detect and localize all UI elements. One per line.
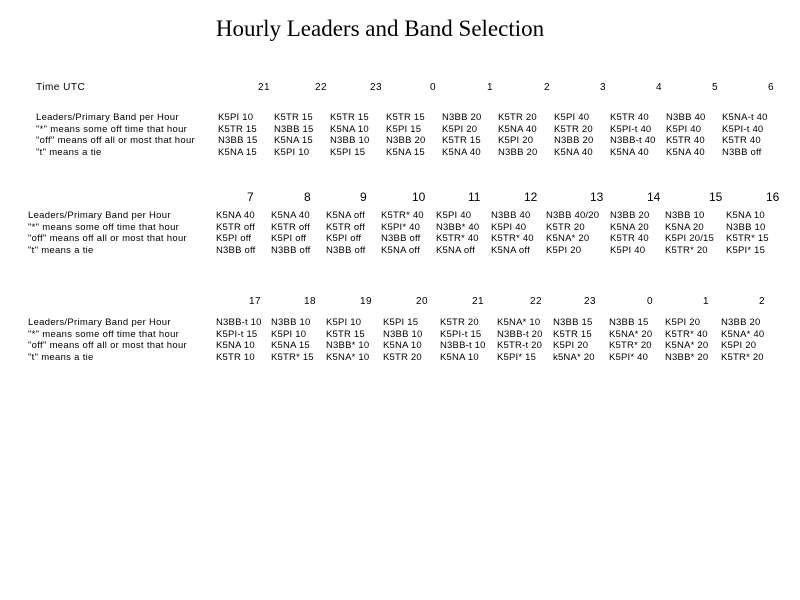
row-label: "*" means some off time that hour — [36, 123, 188, 135]
leader-cell: N3BB 20 — [721, 317, 761, 328]
leader-cell: K5NA 40 — [442, 146, 481, 158]
leader-cell: K5PI off — [326, 233, 362, 244]
hour-header: 8 — [304, 190, 311, 204]
leader-cell: K5PI 20 — [665, 317, 701, 328]
leader-cell: N3BB 10 — [271, 317, 311, 328]
leader-cell: N3BB-t 10 — [440, 340, 486, 351]
leader-cell: K5TR* 20 — [609, 340, 652, 351]
leader-cell: K5PI 40 — [491, 221, 527, 233]
hour-header: 23 — [584, 296, 597, 307]
leader-cell: K5NA 40 — [498, 123, 537, 135]
leader-cell: N3BB 20 — [554, 135, 594, 146]
leader-cell: K5NA* 40 — [721, 328, 765, 340]
row-label: Leaders/Primary Band per Hour — [36, 112, 179, 123]
leader-cell: N3BB* 40 — [436, 221, 480, 233]
leader-cell: K5NA 15 — [386, 146, 425, 158]
hour-header: 13 — [590, 190, 604, 204]
leader-cell: N3BB off — [271, 244, 311, 256]
leader-cell: K5TR 40 — [610, 233, 649, 244]
leader-cell: K5NA off — [436, 244, 475, 256]
leader-cell: K5NA off — [381, 244, 420, 256]
leader-cell: K5PI* 40 — [381, 221, 421, 233]
hour-header: 15 — [709, 190, 723, 204]
leader-cell: K5TR* 40 — [665, 328, 708, 340]
leader-cell: N3BB 15 — [609, 317, 649, 328]
time-utc-label: Time UTC — [36, 82, 86, 93]
hour-header: 7 — [247, 190, 254, 204]
leader-cell: N3BB* 20 — [665, 351, 709, 363]
leader-cell: K5TR 15 — [553, 328, 592, 340]
leader-cell: K5TR* 40 — [381, 210, 424, 221]
leader-cell: K5NA 10 — [330, 123, 369, 135]
leader-cell: K5TR* 15 — [726, 233, 769, 244]
leader-cell: K5PI-t 15 — [440, 328, 482, 340]
leader-cell: K5NA 40 — [610, 146, 649, 158]
leader-cell: K5TR 20 — [498, 112, 537, 123]
leader-cell: K5NA* 20 — [546, 233, 590, 244]
row-label: Leaders/Primary Band per Hour — [28, 210, 171, 221]
leader-cell: K5PI 40 — [436, 210, 472, 221]
leader-cell: K5NA 20 — [610, 221, 649, 233]
leader-cell: K5TR 15 — [326, 328, 365, 340]
leader-cell: K5NA* 10 — [326, 351, 370, 363]
leader-cell: N3BB 10 — [665, 210, 705, 221]
leader-cell: N3BB 15 — [274, 123, 314, 135]
leader-cell: K5TR* 40 — [491, 233, 534, 244]
leader-cell: K5NA* 10 — [497, 317, 541, 328]
leader-cell: N3BB 10 — [726, 221, 766, 233]
leader-cell: N3BB 20 — [442, 112, 482, 123]
leader-cell: K5TR 15 — [274, 112, 313, 123]
hour-header: 4 — [656, 82, 663, 93]
leader-cell: K5PI* 15 — [726, 244, 766, 256]
leader-cell: K5PI 20 — [442, 123, 478, 135]
leader-cell: K5PI 15 — [330, 146, 366, 158]
leader-cell: N3BB off — [381, 233, 421, 244]
leader-cell: N3BB 10 — [383, 328, 423, 340]
leader-cell: K5NA 15 — [271, 340, 310, 351]
leader-cell: K5PI 10 — [218, 112, 254, 123]
row-label: "off" means off all or most that hour — [28, 340, 188, 351]
row-label: "t" means a tie — [36, 146, 102, 158]
leader-cell: K5PI-t 15 — [216, 328, 258, 340]
page-title: Hourly Leaders and Band Selection — [215, 16, 545, 41]
leader-cell: K5NA 40 — [666, 146, 705, 158]
leader-cell: K5PI 40 — [666, 123, 702, 135]
leader-cell: K5PI* 40 — [609, 351, 649, 363]
hour-header: 5 — [712, 82, 719, 93]
leader-cell: K5TR-t 20 — [497, 340, 543, 351]
leader-cell: N3BB 40/20 — [546, 210, 600, 221]
leader-cell: N3BB 20 — [498, 146, 538, 158]
leader-cell: K5PI 15 — [383, 317, 419, 328]
leader-cell: K5PI 10 — [274, 146, 310, 158]
leader-cell: K5NA 40 — [554, 146, 593, 158]
hour-header: 23 — [370, 82, 383, 93]
leader-cell: N3BB* 10 — [326, 340, 370, 351]
row-label: "off" means off all or most that hour — [28, 233, 188, 244]
row-label: "off" means off all or most that hour — [36, 135, 196, 146]
hour-header: 1 — [703, 296, 710, 307]
leader-cell: K5PI-t 40 — [722, 123, 764, 135]
leader-cell: K5NA off — [326, 210, 365, 221]
leader-cell: N3BB 15 — [553, 317, 593, 328]
leader-cell: N3BB off — [722, 146, 762, 158]
leader-cell: N3BB 20 — [610, 210, 650, 221]
hour-header: 2 — [759, 296, 766, 307]
leader-cell: K5NA 15 — [218, 146, 257, 158]
leader-cell: K5TR* 20 — [721, 351, 764, 363]
hour-header: 0 — [430, 82, 437, 93]
leader-cell: K5NA* 20 — [665, 340, 709, 351]
hour-header: 22 — [315, 82, 328, 93]
leader-cell: K5PI 10 — [326, 317, 362, 328]
leader-cell: K5TR 15 — [442, 135, 481, 146]
leader-cell: K5PI 20 — [546, 244, 582, 256]
leader-cell: K5NA-t 40 — [722, 112, 768, 123]
leader-cell: K5NA off — [491, 244, 530, 256]
leader-cell: K5TR 15 — [386, 112, 425, 123]
leader-cell: K5NA 10 — [440, 351, 479, 363]
leader-cell: K5TR* 20 — [665, 244, 708, 256]
hour-header: 17 — [249, 296, 262, 307]
leader-cell: K5TR off — [216, 221, 255, 233]
leader-cell: K5NA 40 — [216, 210, 255, 221]
leader-cell: K5TR 20 — [440, 317, 479, 328]
leader-cell: K5TR off — [271, 221, 310, 233]
hour-header: 9 — [360, 190, 367, 204]
leader-cell: K5NA 10 — [216, 340, 255, 351]
leader-cell: K5TR 20 — [546, 221, 585, 233]
hour-header: 21 — [472, 296, 485, 307]
hour-header: 11 — [468, 190, 481, 204]
leader-cell: K5NA 15 — [274, 135, 313, 146]
leader-cell: K5PI 10 — [271, 328, 307, 340]
hour-header: 18 — [304, 296, 317, 307]
leader-cell: K5PI 20 — [721, 340, 757, 351]
leader-cell: K5PI 15 — [386, 123, 422, 135]
leader-cell: K5TR* 15 — [271, 351, 314, 363]
leader-cell: K5TR 40 — [610, 112, 649, 123]
leader-cell: N3BB-t 20 — [497, 328, 543, 340]
leader-cell: K5TR 40 — [666, 135, 705, 146]
hour-header: 16 — [766, 190, 780, 204]
leader-cell: K5TR 15 — [218, 123, 257, 135]
row-label: "*" means some off time that hour — [28, 221, 180, 233]
leader-cell: K5PI off — [271, 233, 307, 244]
hour-header: 2 — [544, 82, 551, 93]
leader-cell: K5PI 40 — [610, 244, 646, 256]
hour-header: 0 — [647, 296, 654, 307]
leader-cell: K5NA 40 — [271, 210, 310, 221]
hour-header: 19 — [360, 296, 373, 307]
leader-cell: N3BB 40 — [491, 210, 531, 221]
hour-header: 6 — [768, 82, 775, 93]
leader-cell: K5NA* 20 — [609, 328, 653, 340]
leader-cell: K5TR* 40 — [436, 233, 479, 244]
hour-header: 20 — [416, 296, 429, 307]
leader-cell: K5NA 20 — [665, 221, 704, 233]
hour-header: 14 — [647, 190, 661, 204]
leader-cell: N3BB off — [326, 244, 366, 256]
leader-cell: N3BB 20 — [386, 135, 426, 146]
leader-cell: k5NA* 20 — [553, 351, 595, 363]
row-label: "t" means a tie — [28, 244, 94, 256]
leader-cell: N3BB 15 — [218, 135, 258, 146]
leader-cell: K5NA 10 — [726, 210, 765, 221]
leader-cell: N3BB-t 10 — [216, 317, 262, 328]
row-label: Leaders/Primary Band per Hour — [28, 317, 171, 328]
leader-cell: K5TR 20 — [554, 123, 593, 135]
leader-cell: K5PI 20 — [553, 340, 589, 351]
leader-cell: N3BB off — [216, 244, 256, 256]
leader-cell: K5TR 40 — [722, 135, 761, 146]
leader-cell: K5PI off — [216, 233, 252, 244]
hour-header: 1 — [487, 82, 494, 93]
leader-cell: K5PI 40 — [554, 112, 590, 123]
leader-cell: K5TR 10 — [216, 351, 255, 363]
hour-header: 21 — [258, 82, 271, 93]
leader-cell: K5TR 20 — [383, 351, 422, 363]
row-label: "t" means a tie — [28, 351, 94, 363]
hour-header: 3 — [600, 82, 607, 93]
leader-cell: K5PI* 15 — [497, 351, 537, 363]
row-label: "*" means some off time that hour — [28, 328, 180, 340]
leader-cell: N3BB 10 — [330, 135, 370, 146]
leader-cell: K5PI-t 40 — [610, 123, 652, 135]
leader-cell: K5NA 10 — [383, 340, 422, 351]
hour-header: 10 — [412, 190, 426, 204]
hour-header: 22 — [530, 296, 543, 307]
leader-cell: N3BB-t 40 — [610, 135, 656, 146]
leader-cell: N3BB 40 — [666, 112, 706, 123]
leader-cell: K5TR 15 — [330, 112, 369, 123]
leader-cell: K5PI 20 — [498, 135, 534, 146]
leader-cell: K5TR off — [326, 221, 365, 233]
hour-header: 12 — [524, 190, 538, 204]
leader-cell: K5PI 20/15 — [665, 233, 715, 244]
